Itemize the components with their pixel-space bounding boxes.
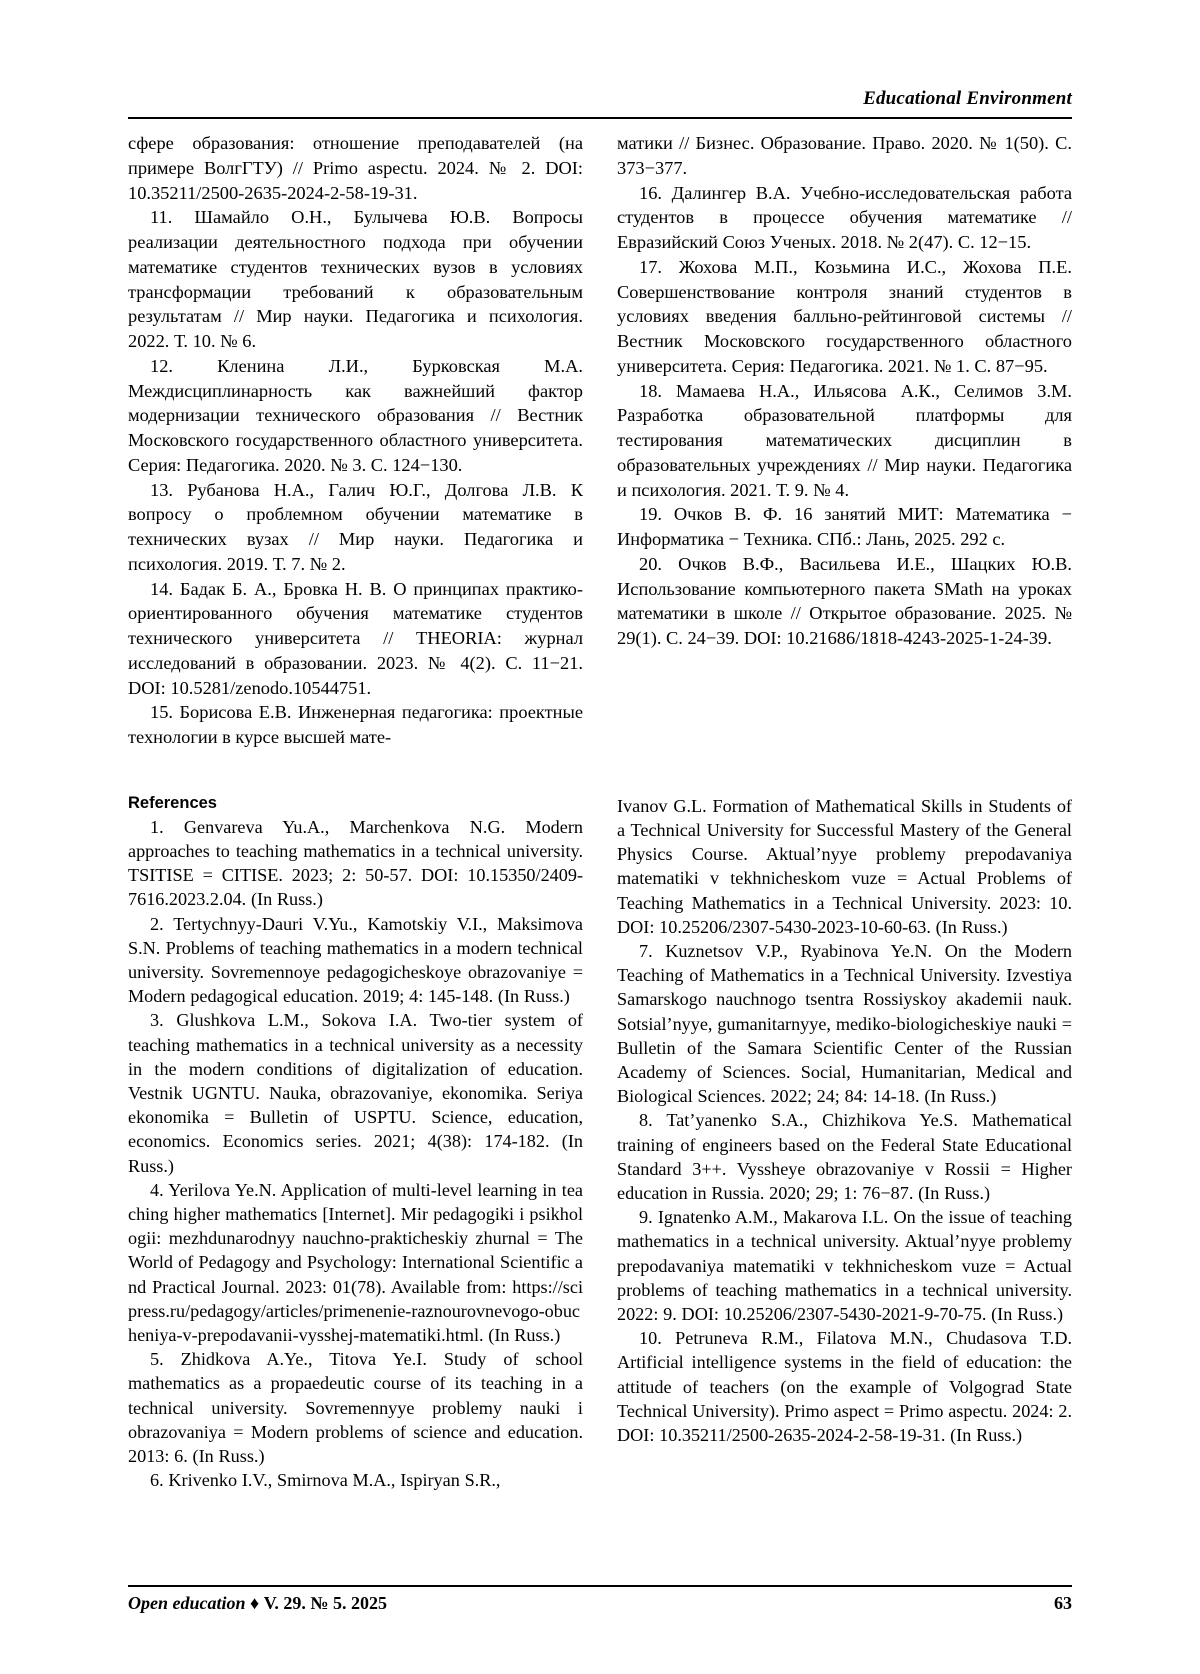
- reference-item: 4. Yerilova Ye.N. Application of multi-level learning in teaching higher mathematics [Internet]. Mir pedagogiki i psikhologii: mezhdunarodnyy nauchno-prakticheskiy zhurnal = The World of Pedagogy and Psychology: International Scientific and Practical Journal. 2023: 01(78). Available from: https://scipress.ru/pedagogy/articles/primenenie-raznourovnevogo-obucheniya-v-prepodavanii-vysshej-matematiki.html. (In Russ.): [128, 1179, 583, 1346]
- references-heading: References: [128, 793, 217, 812]
- header-rule: [128, 117, 1072, 119]
- reference-item: 19. Очков В. Ф. 16 занятий МИТ: Математика − Информатика − Техника. СПб.: Лань, 2025. 292 с.: [617, 504, 1072, 549]
- reference-item: 17. Жохова М.П., Козьмина И.С., Жохова П.Е. Совершенствование контроля знаний студентов в условиях введения балльно-рейтинговой системы // Вестник Московского государственного областного университета. Серия: Педагогика. 2021. № 1. С. 87−95.: [617, 256, 1072, 376]
- footer-journal-info: [128, 1593, 387, 1614]
- page-number: 63: [1054, 1593, 1072, 1613]
- reference-item: 13. Рубанова Н.А., Галич Ю.Г., Долгова Л.В. К вопросу о проблемном обучении математике в технических вузах // Мир науки. Педагогика и психология. 2019. Т. 7. № 2.: [128, 479, 583, 574]
- reference-item: 18. Мамаева Н.А., Ильясова А.К., Селимов З.М. Разработка образовательной платформы для тестирования математических дисциплин в образовательных учреждениях // Мир науки. Педагогика и психология. 2021. Т. 9. № 4.: [617, 380, 1072, 500]
- reference-item: 11. Шамайло О.Н., Булычева Ю.В. Вопросы реализации деятельностного подхода при обучении математике студентов технических вузов в условиях трансформации требований к образовательным результатам // Мир науки. Педагогика и психология. 2022. Т. 10. № 6.: [128, 207, 583, 351]
- reference-item: 6. Krivenko I.V., Smirnova M.A., Ispiryan S.R.,: [150, 1470, 501, 1491]
- russian-references-columns: [128, 131, 1072, 750]
- reference-item: 20. Очков В.Ф., Васильева И.Е., Шацких Ю.В. Использование компьютерного пакета SMath на уроках математики в школе // Открытое образование. 2025. № 29(1). С. 24−39. DOI: 10.21686/1818-4243-2025-1-24-39.: [617, 553, 1072, 648]
- left-column-english: [128, 794, 583, 1493]
- reference-item: 12. Кленина Л.И., Бурковская М.А. Междисциплинарность как важнейший фактор модернизации технического образования // Вестник Московского государственного областного университета. Серия: Педагогика. 2020. № 3. С. 124−130.: [128, 355, 583, 475]
- reference-item: сфере образования: отношение преподавателей (на примере ВолгГТУ) // Primo aspectu. 2024. № 2. DOI: 10.35211/2500-2635-2024-2-58-19-31.: [128, 133, 583, 203]
- reference-item: 16. Далингер В.А. Учебно-исследовательская работа студентов в процессе обучения математике // Евразийский Союз Ученых. 2018. № 2(47). С. 12−15.: [617, 182, 1072, 252]
- reference-item: 2. Tertychnyy-Dauri V.Yu., Kamotskiy V.I., Maksimova S.N. Problems of teaching mathematics in a modern technical university. Sovremennoye pedagogicheskoye obrazovaniye = Modern pedagogical education. 2019; 4: 145-148. (In Russ.): [128, 913, 583, 1007]
- page-footer: [128, 1585, 1072, 1614]
- reference-item: 10. Petruneva R.M., Filatova M.N., Chudasova T.D. Artificial intelligence systems in the field of education: the attitude of teachers (on the example of Volgograd State Technical University). Primo aspect = Primo aspectu. 2024: 2. DOI: 10.35211/2500-2635-2024-2-58-19-31. (In Russ.): [617, 1328, 1072, 1446]
- english-references-columns: [128, 794, 1072, 1493]
- reference-item: 9. Ignatenko A.M., Makarova I.L. On the issue of teaching mathematics in a technical university. Aktual’nyye problemy prepodavaniya matematiki v tekhnicheskom vuze = Actual problems of teaching mathematics in a technical university. 2022: 9. DOI: 10.25206/2307-5430-2021-9-70-75. (In Russ.): [617, 1207, 1072, 1325]
- reference-item: 7. Kuznetsov V.P., Ryabinova Ye.N. On the Modern Teaching of Mathematics in a Technical University. Izvestiya Samarskogo nauchnogo tsentra Rossiyskoy akademii nauk. Sotsial’nyye, gumanitarnyye, mediko-biologicheskiye nauki = Bulletin of the Samara Scientific Center of the Russian Academy of Sciences. Social, Humanitarian, Medical and Biological Sciences. 2022; 24; 84: 14-18. (In Russ.): [617, 940, 1072, 1107]
- section-spacer: [128, 750, 1072, 794]
- reference-item: 1. Genvareva Yu.A., Marchenkova N.G. Modern approaches to teaching mathematics in a technical university. TSITISE = CITISE. 2023; 2: 50-57. DOI: 10.15350/2409-7616.2023.2.04. (In Russ.): [128, 816, 583, 910]
- footer-rule: [128, 1585, 1072, 1587]
- reference-item: Ivanov G.L. Formation of Mathematical Skills in Students of a Technical University for Successful Mastery of the General Physics Course. Aktual’nyye problemy prepodavaniya matematiki v tekhnicheskom vuze = Actual Problems of Teaching Mathematics in a Technical University. 2023: 10. DOI: 10.25206/2307-5430-2023-10-60-63. (In Russ.): [617, 795, 1072, 937]
- right-column-english: [617, 794, 1072, 1493]
- running-head: Educational Environment: [863, 88, 1072, 109]
- reference-item: 5. Zhidkova A.Ye., Titova Ye.I. Study of school mathematics as a propaedeutic course of its teaching in a technical university. Sovremennyye problemy nauki i obrazovaniya = Modern problems of science and education. 2013: 6. (In Russ.): [128, 1349, 583, 1467]
- footer-volume: V. 29. № 5. 2025: [263, 1593, 387, 1613]
- left-column-russian: [128, 131, 583, 750]
- footer-journal-name: Open education: [128, 1593, 246, 1613]
- diamond-icon: ♦: [250, 1593, 260, 1613]
- right-column-russian: [617, 131, 1072, 750]
- reference-item: 8. Tat’yanenko S.A., Chizhikova Ye.S. Mathematical training of engineers based on the Federal State Educational Standard 3++. Vyssheye obrazovaniye v Rossii = Higher education in Russia. 2020; 29; 1: 76−87. (In Russ.): [617, 1110, 1072, 1203]
- reference-item: 14. Бадак Б. А., Бровка Н. В. О принципах практико-ориентированного обучения математике студентов технического университета // THEORIA: журнал исследований в образовании. 2023. № 4(2). С. 11−21. DOI: 10.5281/zenodo.10544751.: [128, 578, 583, 698]
- reference-item: 3. Glushkova L.M., Sokova I.A. Two-tier system of teaching mathematics in a technical university as a necessity in the modern conditions of digitalization of education. Vestnik UGNTU. Nauka, obrazovaniye, ekonomika. Seriya ekonomika = Bulletin of USPTU. Science, education, economics. Economics series. 2021; 4(38): 174-182. (In Russ.): [128, 1010, 583, 1176]
- reference-item: матики // Бизнес. Образование. Право. 2020. № 1(50). С. 373−377.: [617, 133, 1072, 178]
- reference-item: 15. Борисова Е.В. Инженерная педагогика: проектные технологии в курсе высшей мате-: [128, 702, 583, 747]
